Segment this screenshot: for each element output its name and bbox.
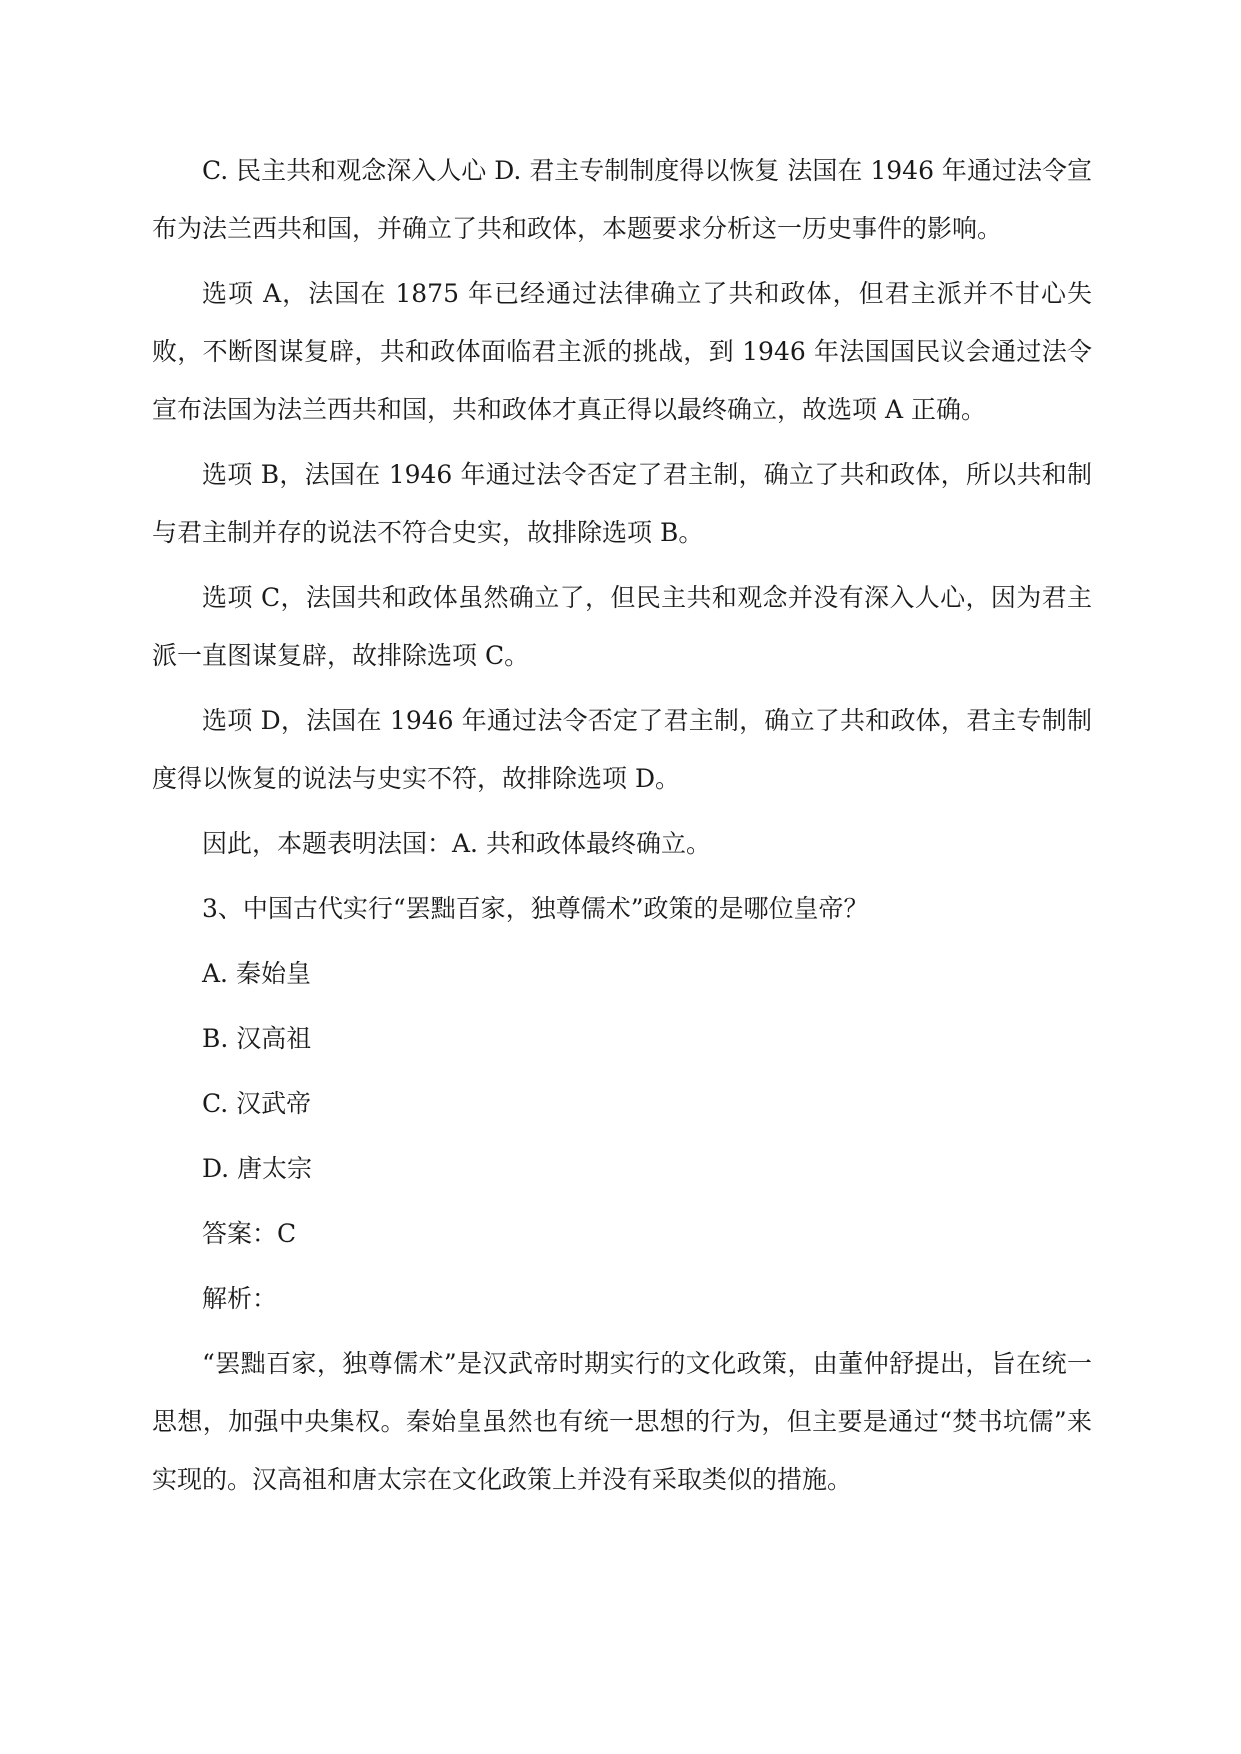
question-3-option-d: D. 唐太宗 (202, 1154, 313, 1183)
paragraph-option-a-analysis: 选项 A，法国在 1875 年已经通过法律确立了共和政体，但君主派并不甘心失败，不断图谋复辟，共和政体面临君主派的挑战，到 1946 年法国国民议会通过法令宣布法国为法兰西共和国，共和政体才真正得以最终确立，故选项 A 正确。 (152, 279, 1092, 424)
question-3-option-b: B. 汉高祖 (202, 1024, 312, 1053)
paragraph-option-c-analysis: 选项 C，法国共和政体虽然确立了，但民主共和观念并没有深入人心，因为君主派一直图谋复辟，故排除选项 C。 (152, 583, 1092, 670)
paragraph-options-intro: C. 民主共和观念深入人心 D. 君主专制制度得以恢复 法国在 1946 年通过法令宣布为法兰西共和国，并确立了共和政体，本题要求分析这一历史事件的影响。 (152, 156, 1092, 243)
paragraph-option-b-analysis: 选项 B，法国在 1946 年通过法令否定了君主制，确立了共和政体，所以共和制与君主制并存的说法不符合史实，故排除选项 B。 (152, 460, 1092, 547)
question-3-analysis-label: 解析： (202, 1284, 278, 1313)
paragraph-conclusion: 因此，本题表明法国：A. 共和政体最终确立。 (202, 829, 711, 858)
question-3-answer: 答案：C (202, 1219, 297, 1248)
question-3: 3、中国古代实行“罢黜百家，独尊儒术”政策的是哪位皇帝？ (202, 894, 869, 923)
question-3-option-a: A. 秦始皇 (202, 959, 311, 988)
paragraph-option-d-analysis: 选项 D，法国在 1946 年通过法令否定了君主制，确立了共和政体，君主专制制度得以恢复的说法与史实不符，故排除选项 D。 (152, 706, 1092, 793)
document-body (152, 142, 1092, 1516)
question-3-analysis-text: “罢黜百家，独尊儒术”是汉武帝时期实行的文化政策，由董仲舒提出，旨在统一思想，加强中央集权。秦始皇虽然也有统一思想的行为，但主要是通过“焚书坑儒”来实现的。汉高祖和唐太宗在文化政策上并没有采取类似的措施。 (152, 1349, 1092, 1494)
question-3-option-c: C. 汉武帝 (202, 1089, 312, 1118)
